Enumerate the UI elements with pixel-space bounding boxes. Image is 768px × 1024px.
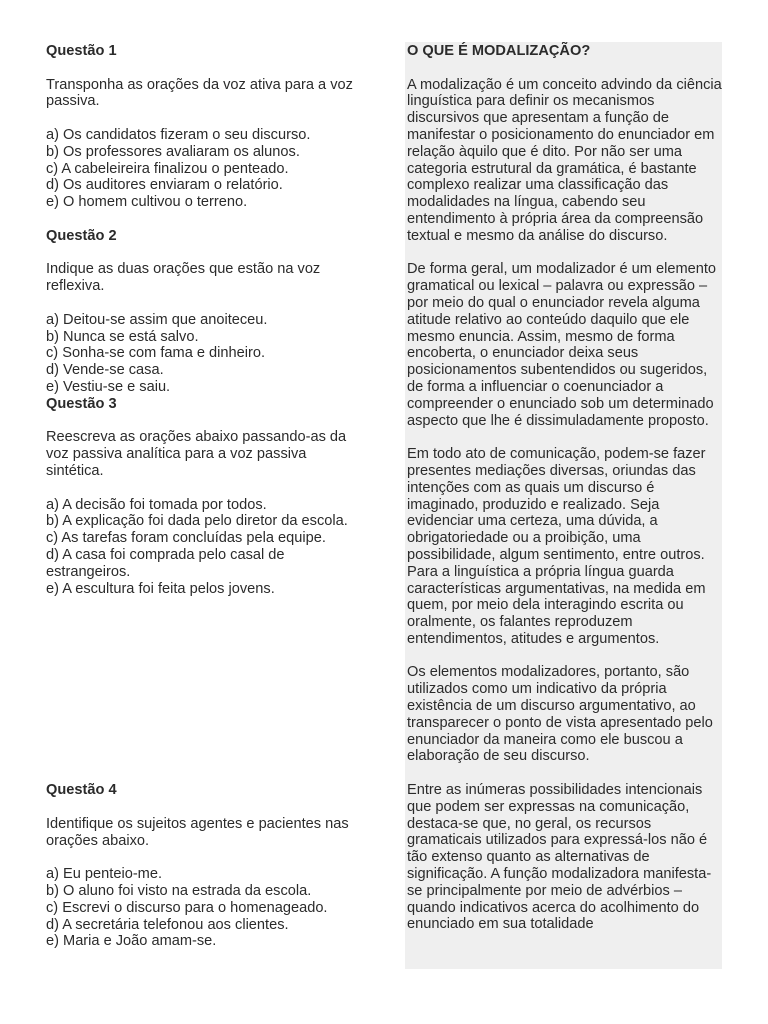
question-2-title: Questão 2: [46, 227, 117, 244]
question-3-option-a: a) A decisão foi tomada por todos.: [46, 496, 267, 513]
question-4-option-e: e) Maria e João amam-se.: [46, 933, 217, 950]
question-3-option-d: d) A casa foi comprada pelo casal de estrangeiros.: [46, 546, 285, 580]
question-1-option-c: c) A cabeleireira finalizou o penteado.: [46, 160, 289, 177]
question-4-option-b: b) O aluno foi visto na estrada da escola.: [46, 883, 312, 900]
question-3-option-b: b) A explicação foi dada pelo diretor da escola.: [46, 513, 348, 530]
question-1-option-e: e) O homem cultivou o terreno.: [46, 194, 248, 211]
article-paragraph-5: Entre as inúmeras possibilidades intencionais que podem ser expressas na comunicação, destaca-se que, no geral, os recursos gramaticais utilizados para expressá-los não é tão extenso quanto as alternativas de significação. A função modalizadora manifesta-se principalmente por meio de advérbios – quando indicativos acerca do acolhimento do enunciado em sua totalidade: [407, 782, 712, 933]
question-4-option-d: d) A secretária telefonou aos clientes.: [46, 916, 289, 933]
question-3-option-c: c) As tarefas foram concluídas pela equipe.: [46, 530, 326, 547]
question-4-option-c: c) Escrevi o discurso para o homenageado.: [46, 899, 328, 916]
modalization-article: [405, 42, 722, 969]
question-4-option-a: a) Eu penteio-me.: [46, 866, 163, 883]
question-3-title: Questão 3: [46, 395, 117, 412]
question-2-option-c: c) Sonha-se com fama e dinheiro.: [46, 345, 266, 362]
article-paragraph-1: A modalização é um conceito advindo da ciência linguística para definir os mecanismos discursivos que apresentam a função de manifestar o posicionamento do enunciador em relação àquilo que é dito. Por não ser uma categoria estrutural da gramática, é bastante complexo realizar uma classificação das modalidades na língua, cabendo seu entendimento à própria área da compreensão textual e mesmo da análise do discurso.: [407, 76, 722, 244]
question-1-option-d: d) Os auditores enviaram o relatório.: [46, 177, 283, 194]
question-1-option-a: a) Os candidatos fizeram o seu discurso.: [46, 126, 311, 143]
question-4-prompt: Identifique os sujeitos agentes e pacientes nas orações abaixo.: [46, 815, 349, 849]
article-title: O QUE É MODALIZAÇÃO?: [407, 43, 591, 59]
question-2-option-e: e) Vestiu-se e saiu.: [46, 378, 171, 395]
question-2-option-a: a) Deitou-se assim que anoiteceu.: [46, 311, 268, 328]
question-3-prompt: Reescreva as orações abaixo passando-as da voz passiva analítica para a voz passiva sintética.: [46, 429, 347, 479]
question-1-prompt: Transponha as orações da voz ativa para a voz passiva.: [46, 76, 353, 110]
question-3-option-e: e) A escultura foi feita pelos jovens.: [46, 580, 275, 597]
article-paragraph-2: De forma geral, um modalizador é um elemento gramatical ou lexical – palavra ou expressão – por meio do qual o enunciador revela alguma atitude relativo ao conteúdo daquilo que ele mesmo enuncia. Assim, mesmo de forma encoberta, o enunciador deixa seus posicionamentos subentendidos ou sugeridos, de forma a influenciar o coenunciador a compreender o enunciado sob um determinado aspecto que lhe é dissimuladamente proposto.: [407, 261, 717, 429]
article-paragraph-4: Os elementos modalizadores, portanto, são utilizados como um indicativo da própria existência de um discurso argumentativo, ao transparecer o ponto de vista apresentado pelo enunciador da maneira como ele buscou a elaboração de seu discurso.: [407, 664, 713, 765]
question-2-prompt: Indique as duas orações que estão na voz reflexiva.: [46, 261, 321, 295]
question-4-title: Questão 4: [46, 782, 117, 799]
article-paragraph-3: Em todo ato de comunicação, podem-se fazer presentes mediações diversas, oriundas das intenções com as quais um discurso é imaginado, produzido e realizado. Seja evidenciar uma certeza, uma dúvida, a obrigatoriedade ou a proibição, uma possibilidade, algum sentimento, entre outros. Para a linguística a própria língua guarda características argumentativas, na medida em quem, por meio dela interagindo escrita ou oralmente, os falantes reproduzem entendimentos, atitudes e argumentos.: [407, 446, 706, 647]
question-2-option-d: d) Vende-se casa.: [46, 362, 164, 379]
question-1-option-b: b) Os professores avaliaram os alunos.: [46, 143, 300, 160]
question-2-option-b: b) Nunca se está salvo.: [46, 328, 199, 345]
question-1-title: Questão 1: [46, 43, 117, 59]
questions-column: [46, 43, 366, 950]
